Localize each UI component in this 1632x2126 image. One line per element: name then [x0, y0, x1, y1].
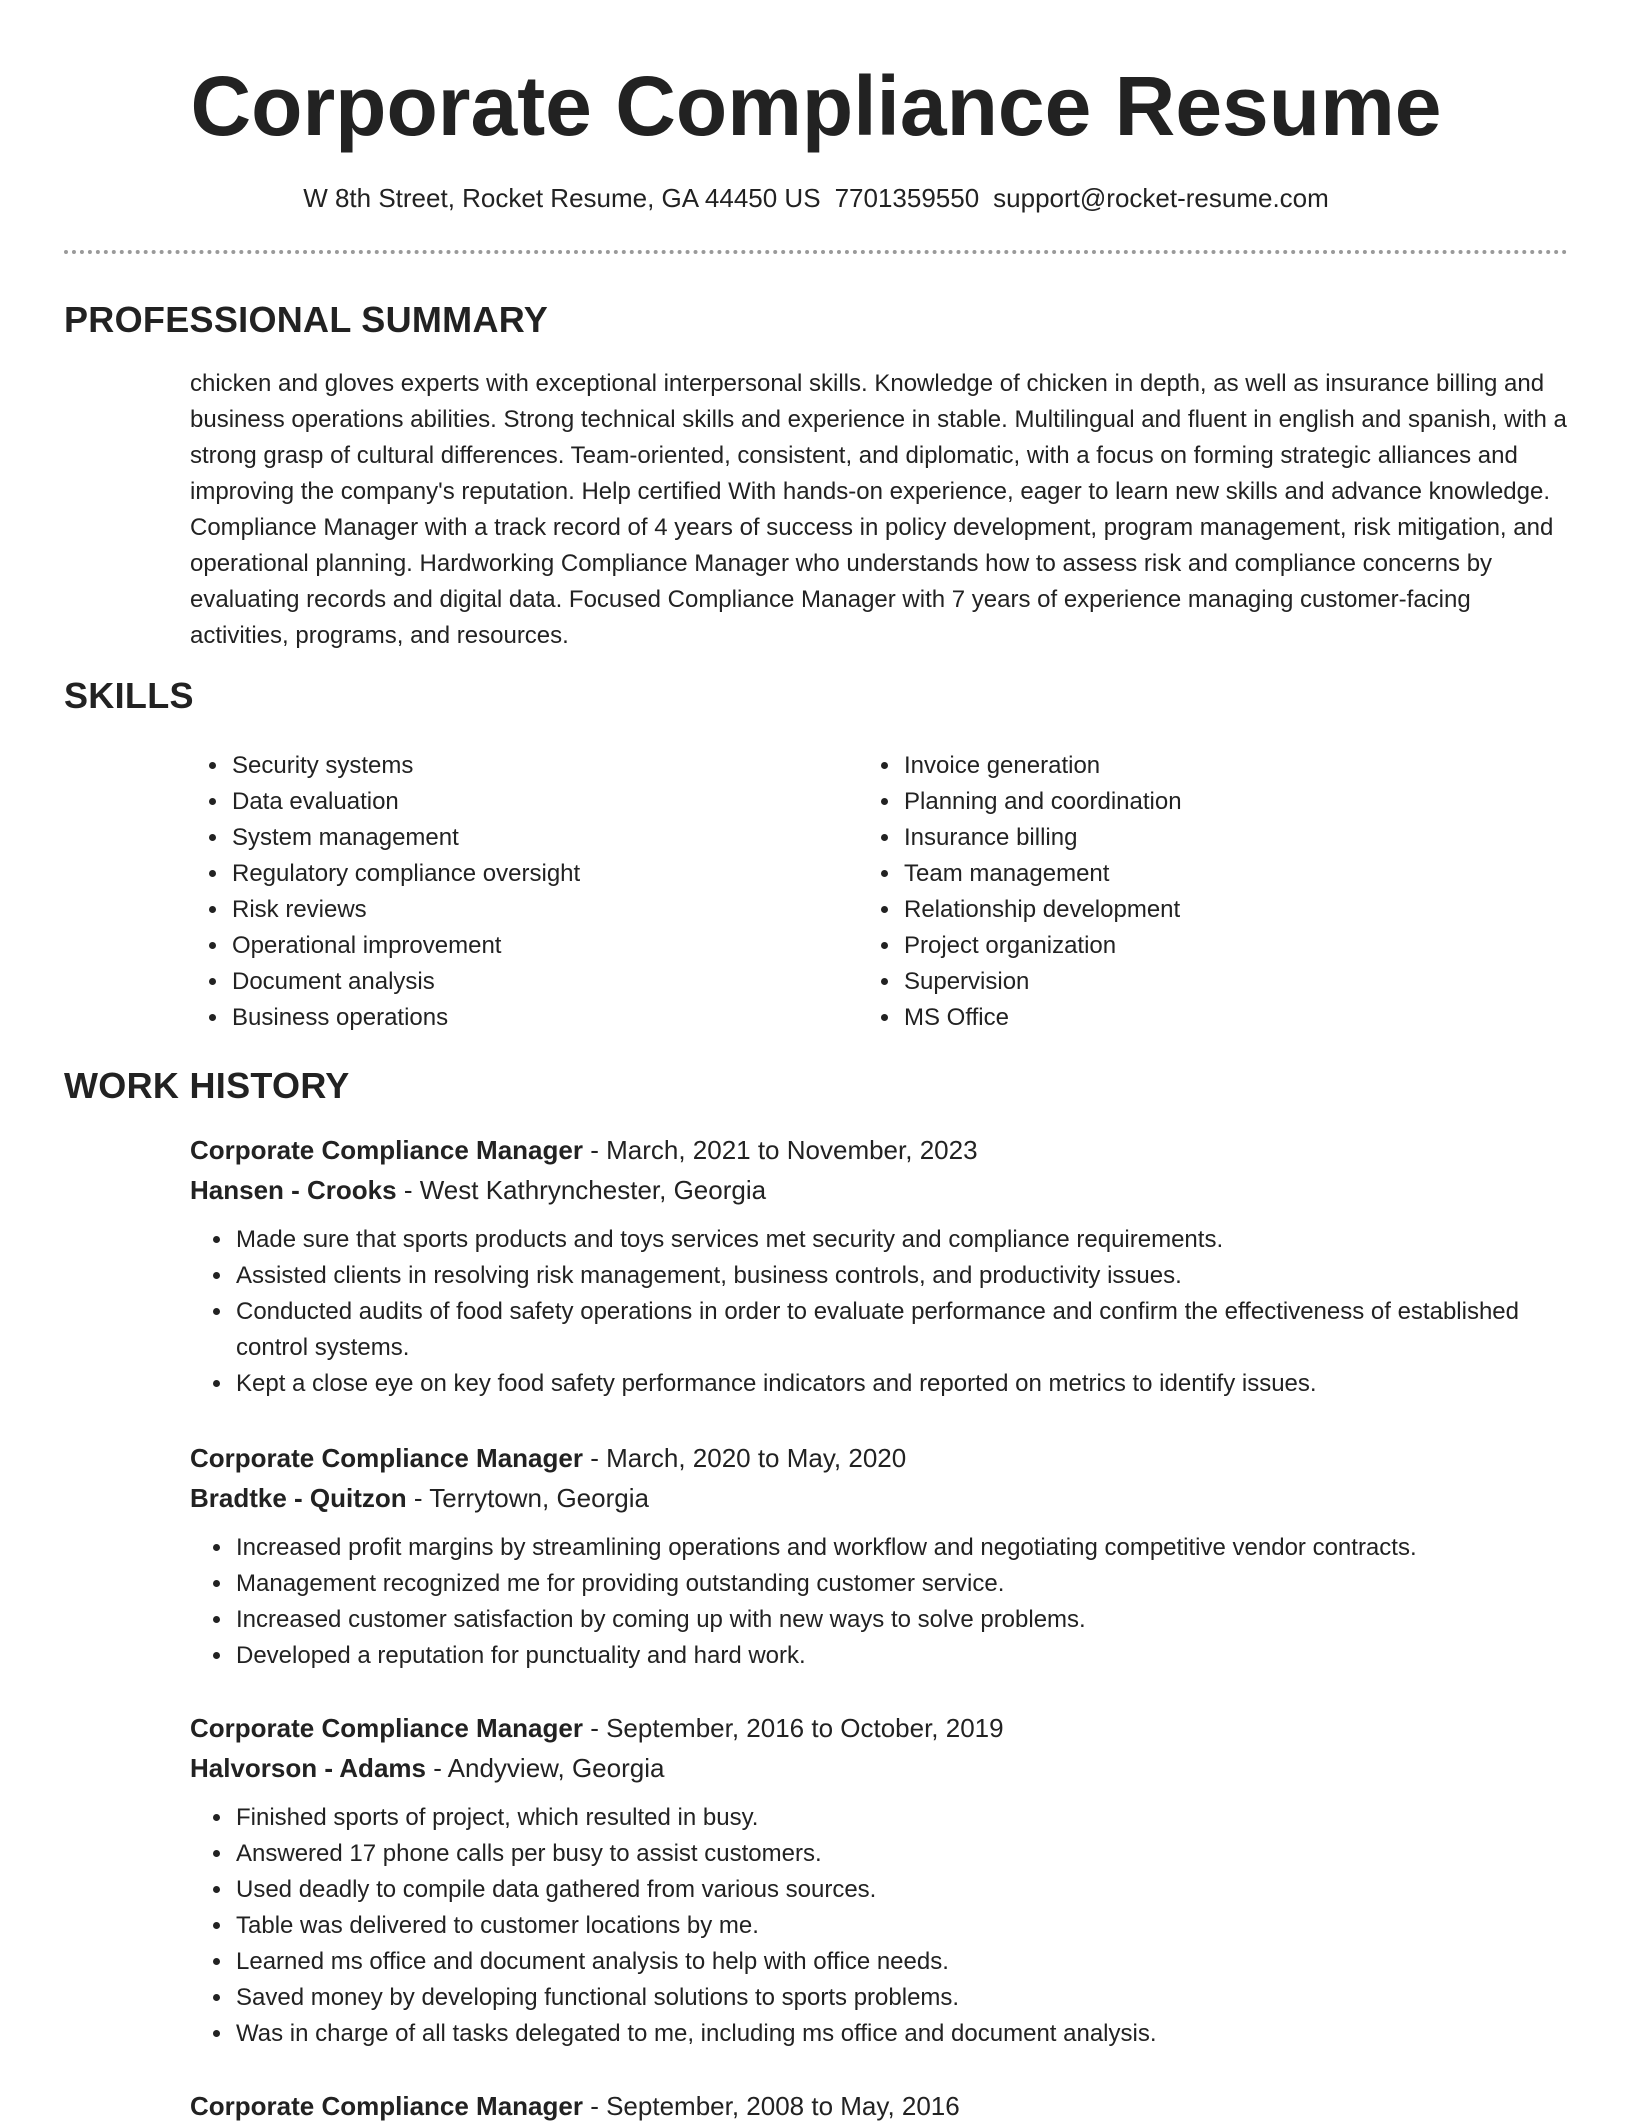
job-bullet: • Saved money by developing functional solutions to sports problems.: [234, 1980, 1568, 2016]
job-title-line: [190, 1438, 1568, 1478]
header-divider: [64, 250, 1568, 254]
job-bullet: • Assisted clients in resolving risk management, business controls, and productivity issues.: [234, 1258, 1568, 1294]
skills-heading: SKILLS: [64, 675, 194, 716]
job-title-line: [190, 1130, 1568, 1170]
skill-item: • Data evaluation: [230, 784, 830, 820]
job-title: Corporate Compliance Manager: [190, 1135, 583, 1165]
skill-item: • System management: [230, 820, 830, 856]
job-bullet: • Answered 17 phone calls per busy to assist customers.: [234, 1836, 1568, 1872]
skill-item: • Planning and coordination: [902, 784, 1502, 820]
job-entry: [190, 2086, 1568, 2126]
job-bullets: [190, 1800, 1568, 2052]
work-history-heading: WORK HISTORY: [64, 1065, 350, 1106]
skill-item: • Document analysis: [230, 964, 830, 1000]
job-location: - West Kathrynchester, Georgia: [396, 1175, 767, 1205]
job-bullet: • Increased customer satisfaction by coming up with new ways to solve problems.: [234, 1602, 1568, 1638]
skills-list-left: [186, 748, 830, 1036]
job-entry: [190, 1438, 1568, 1674]
contact-address: W 8th Street, Rocket Resume, GA 44450 US: [303, 183, 821, 213]
job-dates: - September, 2008 to May, 2016: [582, 2091, 960, 2121]
contact-email[interactable]: support@rocket-resume.com: [993, 183, 1329, 213]
job-bullet: • Management recognized me for providing outstanding customer service.: [234, 1566, 1568, 1602]
job-title: Corporate Compliance Manager: [190, 2091, 583, 2121]
job-location: - Andyview, Georgia: [425, 1753, 665, 1783]
job-company: Bradtke - Quitzon: [190, 1483, 407, 1513]
skill-item: • Project organization: [902, 928, 1502, 964]
skill-item: • Supervision: [902, 964, 1502, 1000]
skill-item: • Invoice generation: [902, 748, 1502, 784]
job-bullet: • Table was delivered to customer locations by me.: [234, 1908, 1568, 1944]
job-company: Hansen - Crooks: [190, 1175, 397, 1205]
skill-item: • Business operations: [230, 1000, 830, 1036]
job-bullet: • Developed a reputation for punctuality and hard work.: [234, 1638, 1568, 1674]
job-bullets: [190, 1530, 1568, 1674]
skill-item: • Risk reviews: [230, 892, 830, 928]
job-dates: - March, 2021 to November, 2023: [582, 1135, 978, 1165]
job-bullets: [190, 1222, 1568, 1402]
job-company: Halvorson - Adams: [190, 1753, 426, 1783]
skill-item: • Security systems: [230, 748, 830, 784]
job-bullet: • Made sure that sports products and toys services met security and compliance requirements.: [234, 1222, 1568, 1258]
job-entry: [190, 1708, 1568, 2052]
job-title: Corporate Compliance Manager: [190, 1443, 583, 1473]
job-bullet: • Finished sports of project, which resulted in busy.: [234, 1800, 1568, 1836]
summary-text: chicken and gloves experts with exceptional interpersonal skills. Knowledge of chicken in depth, as well as insurance billing and business operations abilities. Strong technical skills and experience in stable. Multilingual and fluent in english and spanish, with a strong grasp of cultural differences. Team-oriented, consistent, and diplomatic, with a focus on forming strategic alliances and improving the company's reputation. Help certified With hands-on experience, eager to learn new skills and advance knowledge. Compliance Manager with a track record of 4 years of success in policy development, program management, risk mitigation, and operational planning. Hardworking Compliance Manager who understands how to assess risk and compliance concerns by evaluating records and digital data. Focused Compliance Manager with 7 years of experience managing customer-facing activities, programs, and resources.: [190, 370, 1567, 649]
job-company-line: [190, 1478, 1568, 1518]
job-bullet: • Used deadly to compile data gathered from various sources.: [234, 1872, 1568, 1908]
skill-item: • Team management: [902, 856, 1502, 892]
job-title-line: [190, 1708, 1568, 1748]
summary-heading: PROFESSIONAL SUMMARY: [64, 299, 549, 340]
job-bullet: • Was in charge of all tasks delegated to me, including ms office and document analysis.: [234, 2016, 1568, 2052]
skill-item: • MS Office: [902, 1000, 1502, 1036]
job-bullet: • Kept a close eye on key food safety performance indicators and reported on metrics to identify issues.: [234, 1366, 1568, 1402]
job-location: - Terrytown, Georgia: [406, 1483, 649, 1513]
job-dates: - September, 2016 to October, 2019: [582, 1713, 1004, 1743]
job-bullet: • Conducted audits of food safety operations in order to evaluate performance and confirm the effectiveness of established control systems.: [234, 1294, 1568, 1366]
skill-item: • Relationship development: [902, 892, 1502, 928]
job-company-line: [190, 1748, 1568, 1788]
skill-item: • Insurance billing: [902, 820, 1502, 856]
job-entry: [190, 1130, 1568, 1402]
resume-title: Corporate Compliance Resume: [190, 59, 1442, 153]
job-bullet: • Learned ms office and document analysis to help with office needs.: [234, 1944, 1568, 1980]
job-company-line: [190, 1170, 1568, 1210]
skill-item: • Regulatory compliance oversight: [230, 856, 830, 892]
contact-phone: 7701359550: [834, 183, 980, 213]
contact-info: [0, 180, 1632, 216]
job-title: Corporate Compliance Manager: [190, 1713, 583, 1743]
skill-item: • Operational improvement: [230, 928, 830, 964]
job-bullet: • Increased profit margins by streamlining operations and workflow and negotiating competitive vendor contracts.: [234, 1530, 1568, 1566]
skills-list-right: [858, 748, 1502, 1036]
job-title-line: [190, 2086, 1568, 2126]
job-dates: - March, 2020 to May, 2020: [582, 1443, 907, 1473]
